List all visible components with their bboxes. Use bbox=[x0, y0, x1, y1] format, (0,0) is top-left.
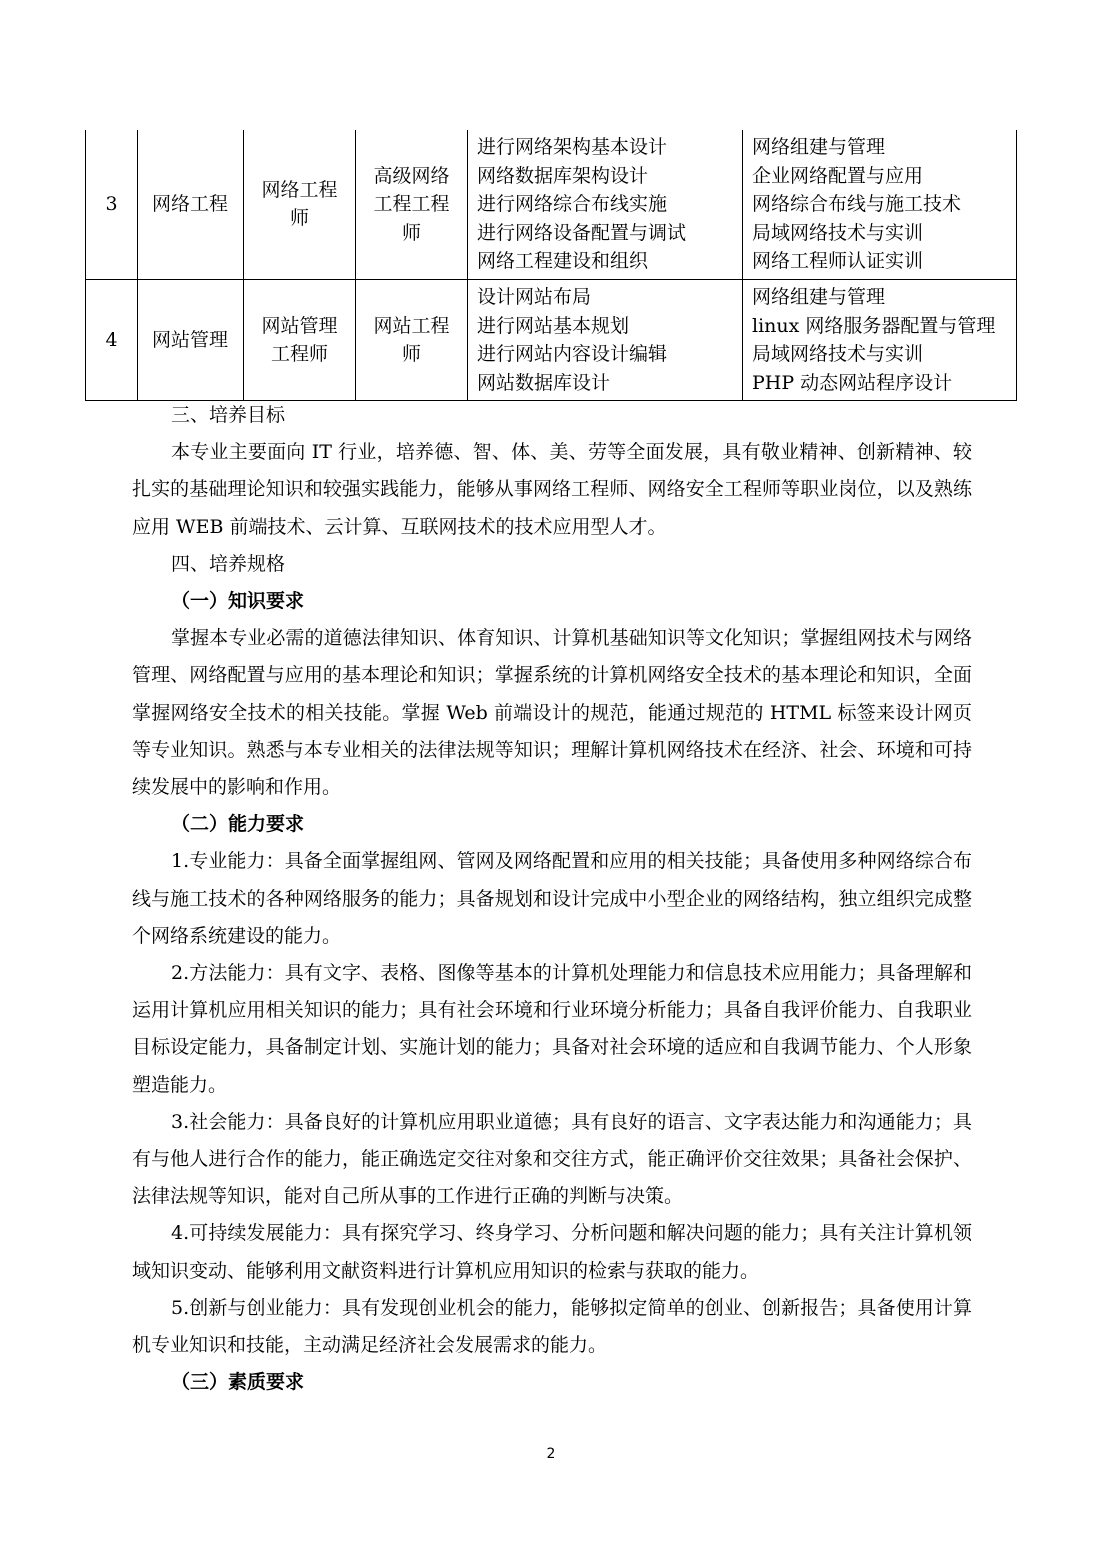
ability-item: 4.可持续发展能力：具有探究学习、终身学习、分析问题和解决问题的能力；具有关注计算机领域知识变动、能够利用文献资料进行计算机应用知识的检索与获取的能力。 bbox=[132, 1222, 972, 1282]
ability-item: 5.创新与创业能力：具有发现创业机会的能力，能够拟定简单的创业、创新报告；具备使用计算机专业知识和技能，主动满足经济社会发展需求的能力。 bbox=[132, 1296, 972, 1357]
knowledge-paragraph: 掌握本专业必需的道德法律知识、体育知识、计算机基础知识等文化知识；掌握组网技术与网络管理、网络配置与应用的基本理论和知识；掌握系统的计算机网络安全技术的基本理论和知识，全面掌握网络安全技术的相关技能。掌握 Web 前端设计的规范，能通过规范的 HTML 标签来设计网页等专业知识。熟悉与本专业相关的法律法规等知识；理解计算机网络技术在经济、社会、环境和可持续发展中的影响和作用。 bbox=[132, 627, 972, 799]
list-item: 进行网络架构基本设计 bbox=[477, 136, 668, 158]
advanced-position-text: 高级网络工程工程师 bbox=[373, 164, 450, 244]
position-text: 网站管理工程师 bbox=[261, 314, 338, 366]
list-item: 企业网络配置与应用 bbox=[752, 164, 924, 187]
section-heading-training-goals: 三、培养目标 bbox=[171, 404, 286, 426]
position-cell bbox=[244, 130, 356, 279]
document-body bbox=[132, 397, 972, 1401]
section-heading-training-specs: 四、培养规格 bbox=[171, 552, 286, 575]
courses-cell bbox=[743, 279, 1017, 400]
list-item: 局域网络技术与实训 bbox=[752, 221, 924, 244]
list-item: 局域网络技术与实训 bbox=[752, 343, 924, 366]
courses-cell bbox=[743, 130, 1017, 279]
list-item: 网络组建与管理 bbox=[752, 136, 886, 158]
list-item: linux 网络服务器配置与管理 bbox=[752, 314, 996, 337]
list-item: 进行网络设备配置与调试 bbox=[477, 221, 687, 244]
list-item: PHP 动态网站程序设计 bbox=[752, 371, 953, 394]
list-item: 网站数据库设计 bbox=[477, 371, 611, 394]
direction-cell: 网站管理 bbox=[138, 279, 244, 400]
list-item: 网络数据库架构设计 bbox=[477, 164, 649, 187]
tasks-cell bbox=[468, 279, 743, 400]
list-item: 网络组建与管理 bbox=[752, 285, 886, 308]
training-goals-paragraph: 本专业主要面向 IT 行业，培养德、智、体、美、劳等全面发展，具有敬业精神、创新精神、较扎实的基础理论知识和较强实践能力，能够从事网络工程师、网络安全工程师等职业岗位，以及熟练应用 WEB 前端技术、云计算、互联网技术的技术应用型人才。 bbox=[132, 441, 972, 538]
list-item: 进行网站内容设计编辑 bbox=[477, 343, 668, 366]
table-row bbox=[86, 130, 1017, 279]
list-item: 网络工程师认证实训 bbox=[752, 250, 924, 273]
list-item: 网络综合布线与施工技术 bbox=[752, 193, 962, 216]
list-item: 网络工程建设和组织 bbox=[477, 250, 649, 273]
list-item: 设计网站布局 bbox=[477, 285, 592, 308]
ability-item: 3.社会能力：具备良好的计算机应用职业道德；具有良好的语言、文字表达能力和沟通能力；具有与他人进行合作的能力，能正确选定交往对象和交往方式，能正确评价交往效果；具备社会保护、法律法规等知识，能对自己所从事的工作进行正确的判断与决策。 bbox=[132, 1110, 972, 1208]
row-number: 4 bbox=[86, 279, 138, 400]
row-number: 3 bbox=[86, 130, 138, 279]
ability-item: 2.方法能力：具有文字、表格、图像等基本的计算机处理能力和信息技术应用能力；具备理解和运用计算机应用相关知识的能力；具有社会环境和行业环境分析能力；具备自我评价能力、自我职业目标设定能力，具备制定计划、实施计划的能力；具备对社会环境的适应和自我调节能力、个人形象塑造能力。 bbox=[132, 962, 972, 1096]
subheading-knowledge: （一）知识要求 bbox=[171, 590, 305, 613]
advanced-position-cell bbox=[356, 130, 468, 279]
list-item: 进行网站基本规划 bbox=[477, 314, 630, 337]
advanced-position-cell bbox=[356, 279, 468, 400]
table-row bbox=[86, 279, 1017, 400]
subheading-quality: （三）素质要求 bbox=[171, 1371, 305, 1394]
tasks-cell bbox=[468, 130, 743, 279]
position-text: 网络工程师 bbox=[261, 178, 338, 230]
page-number: 2 bbox=[546, 1446, 556, 1462]
subheading-ability: （二）能力要求 bbox=[171, 813, 305, 836]
direction-cell: 网络工程 bbox=[138, 130, 244, 279]
ability-item: 1.专业能力：具备全面掌握组网、管网及网络配置和应用的相关技能；具备使用多种网络综合布线与施工技术的各种网络服务的能力；具备规划和设计完成中小型企业的网络结构，独立组织完成整个网络系统建设的能力。 bbox=[132, 850, 972, 947]
position-cell bbox=[244, 279, 356, 400]
advanced-position-text: 网站工程师 bbox=[373, 314, 450, 366]
list-item: 进行网络综合布线实施 bbox=[477, 193, 668, 216]
career-table bbox=[85, 130, 1017, 401]
